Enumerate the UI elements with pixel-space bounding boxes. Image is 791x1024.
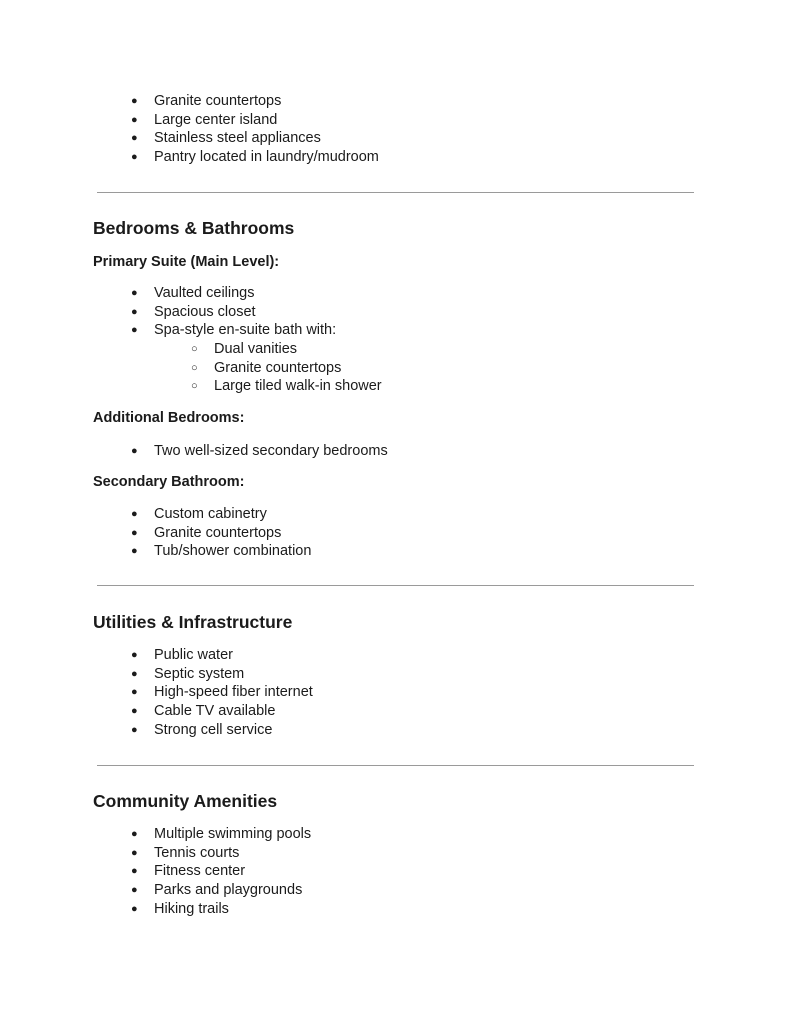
subheading-additional-bedrooms: Additional Bedrooms: [93,410,245,426]
list-item: ● Strong cell service [131,721,313,740]
list-item: ● Vaulted ceilings [131,284,336,303]
kitchen-features-list [131,92,379,167]
list-item: ● Spacious closet [131,303,336,322]
list-item: ● Tennis courts [131,844,311,863]
list-item: ● Two well-sized secondary bedrooms [131,442,388,461]
list-item: ● Granite countertops [131,92,379,111]
list-item: ● Stainless steel appliances [131,129,379,148]
list-item: ● Granite countertops [131,524,311,543]
list-item: ● Multiple swimming pools [131,825,311,844]
section-heading-community: Community Amenities [93,791,278,811]
sub-list-item: ○ Large tiled walk-in shower [191,377,382,396]
list-item: ● Tub/shower combination [131,542,311,561]
section-heading-utilities: Utilities & Infrastructure [93,612,293,632]
section-heading-bedrooms: Bedrooms & Bathrooms [93,218,295,238]
utilities-list [131,646,313,740]
list-item: ● Hiking trails [131,900,311,919]
list-item: ● Septic system [131,665,313,684]
list-item: ● High-speed fiber internet [131,683,313,702]
primary-suite-list [131,284,336,340]
section-divider [97,585,694,586]
community-amenities-list [131,825,311,919]
list-item: ● Spa-style en-suite bath with: [131,321,336,340]
list-item: ● Fitness center [131,862,311,881]
list-item: ● Custom cabinetry [131,505,311,524]
subheading-secondary-bathroom: Secondary Bathroom: [93,474,245,490]
secondary-bathroom-list [131,505,311,561]
list-item: ● Cable TV available [131,702,313,721]
list-item: ● Pantry located in laundry/mudroom [131,148,379,167]
subheading-primary-suite: Primary Suite (Main Level): [93,254,280,270]
sub-list-item: ○ Dual vanities [191,340,382,359]
sub-list-item: ○ Granite countertops [191,359,382,378]
section-divider [97,765,694,766]
en-suite-bath-sublist [191,340,382,396]
additional-bedrooms-list [131,442,388,461]
list-item: ● Large center island [131,111,379,130]
list-item: ● Public water [131,646,313,665]
list-item: ● Parks and playgrounds [131,881,311,900]
section-divider [97,192,694,193]
